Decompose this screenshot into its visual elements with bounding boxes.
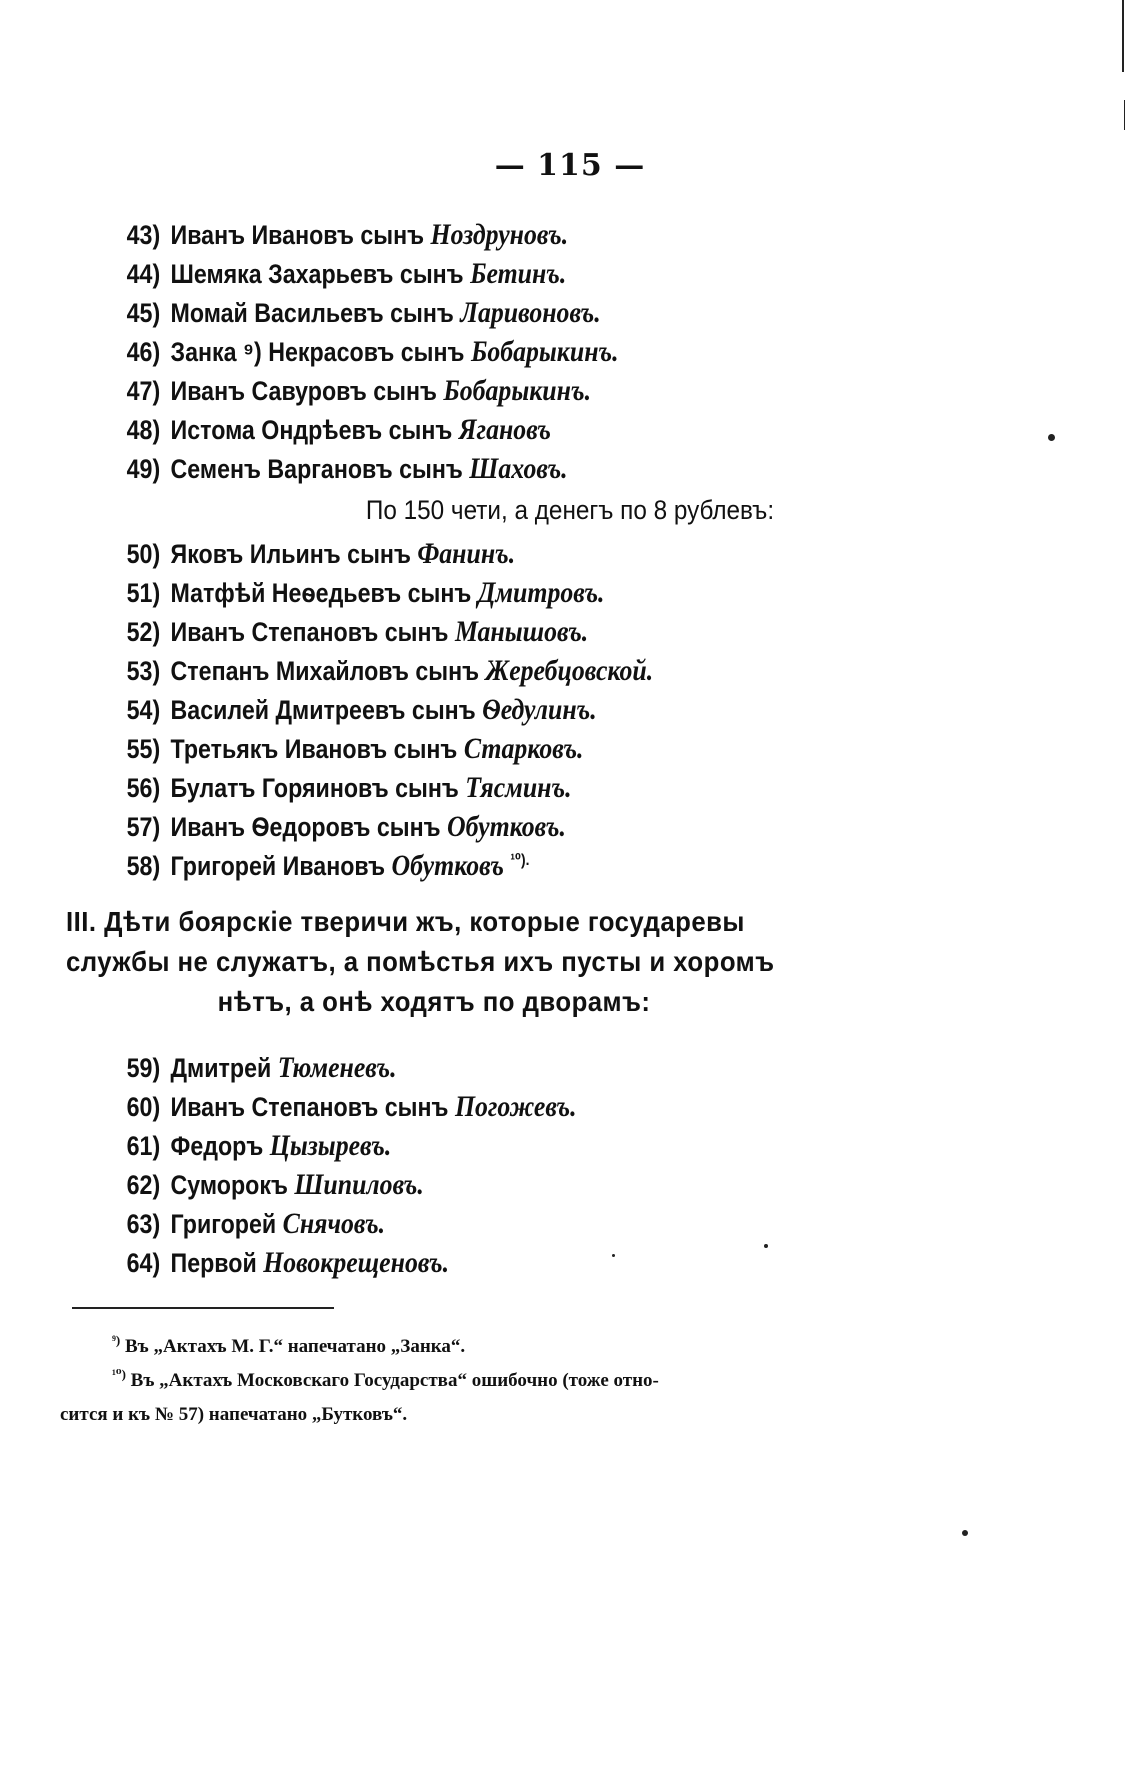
footnote-text: Въ „Актахъ Московскаго Государства“ ошибочно (тоже отно- [130,1370,659,1391]
entry-number: 52) [126,617,161,647]
entry-name: Семенъ Варгановъ сынъ [170,454,463,484]
page-edge-line [1124,100,1125,130]
entry-surname: Тясминъ. [465,771,572,804]
entry-number: 56) [126,773,161,803]
list-entry [100,255,566,293]
footnote-reference: ¹⁰). [510,852,530,869]
entry-name: Федоръ [170,1131,264,1161]
entry-number: 62) [126,1170,161,1200]
list-entry [100,294,601,332]
entry-number: 61) [126,1131,161,1161]
list-entry [100,652,653,690]
list-entry [100,372,591,410]
entry-name: Матфѣй Неѳедьевъ сынъ [170,578,472,608]
entry-surname: Шипиловъ. [294,1168,424,1201]
list-entry [100,691,597,729]
entry-surname: Бобарыкинъ. [470,335,619,368]
entry-name: Первой [170,1248,257,1278]
page-number: — 115 — [494,148,646,183]
footnotes [60,1330,880,1432]
list-entry [100,535,515,573]
entry-number: 47) [126,376,161,406]
entry-number: 58) [126,851,161,881]
entry-name: Истома Ондрѣевъ сынъ [170,415,453,445]
footnote-10-continuation: сится и къ № 57) напечатано „Бутковъ“. [60,1404,408,1425]
list-entry [100,1049,397,1087]
entry-surname: Снячовъ. [282,1207,386,1240]
entry-surname: Новокрещеновъ. [263,1246,450,1279]
entry-surname: Обутковъ. [446,810,566,843]
entry-name: Дмитрей [170,1053,272,1083]
entry-number: 64) [126,1248,161,1278]
footnote-text: Въ „Актахъ М. Г.“ напечатано „Занка“. [124,1336,466,1357]
list-entry [100,1088,577,1126]
entry-name: Иванъ Савуровъ сынъ [170,376,437,406]
section-heading-line: III. Дѣти боярскіе тверичи жъ, которые государевы [66,906,745,937]
entry-number: 46) [126,337,161,367]
entry-surname: Жеребцовской. [485,654,654,687]
entry-name: Григорей Ивановъ [170,851,386,881]
list-entry [100,1166,424,1204]
entry-surname: Тюменевъ. [277,1051,397,1084]
footnote-mark: ¹⁰) [112,1366,126,1382]
entry-surname: Ѳедулинъ. [482,693,597,726]
entry-name: Иванъ Ивановъ сынъ [170,220,425,250]
section-heading [66,902,802,1022]
entry-name: Шемяка Захарьевъ сынъ [170,259,464,289]
entry-name: Василей Дмитреевъ сынъ [170,695,476,725]
entry-number: 55) [126,734,161,764]
entry-name: Иванъ Степановъ сынъ [170,1092,449,1122]
entry-surname: Цызыревъ. [269,1129,392,1162]
list-entry [100,1205,385,1243]
list-entry [100,574,604,612]
section-heading-line: нѣтъ, а онѣ ходятъ по дворамъ: [217,986,651,1017]
entry-number: 63) [126,1209,161,1239]
footnote-10 [60,1364,880,1398]
entry-number: 51) [126,578,161,608]
list-entry [100,769,572,807]
list-entry [100,1244,449,1282]
entry-surname: Ноздруновъ. [430,218,569,251]
entry-surname: Бобарыкинъ. [443,374,592,407]
entry-number: 45) [126,298,161,328]
list-entry [100,808,566,846]
list-entry [100,450,568,488]
entry-surname: Ягановъ [458,413,551,446]
footnote-rule [72,1307,334,1309]
entry-surname: Бетинъ. [470,257,567,290]
entry-number: 43) [126,220,161,250]
list-entry [100,333,619,371]
list-entry [100,411,551,449]
entry-name: Суморокъ [170,1170,288,1200]
entry-name: Яковъ Ильинъ сынъ [170,539,411,569]
entry-surname: Ларивоновъ. [460,296,601,329]
entry-number: 57) [126,812,161,842]
entry-name: Степанъ Михайловъ сынъ [170,656,480,686]
ink-speck [612,1254,615,1257]
entry-number: 50) [126,539,161,569]
entry-surname: Манышовъ. [454,615,589,648]
entry-name: Булатъ Горяиновъ сынъ [170,773,459,803]
ink-speck [1048,434,1055,441]
entry-name: Иванъ Степановъ сынъ [170,617,449,647]
entry-surname: Дмитровъ. [477,576,605,609]
entry-surname: Обутковъ [391,849,504,882]
page-edge-line [1122,0,1124,72]
entry-name: Занка ⁹) Некрасовъ сынъ [170,337,465,367]
entry-surname: Фанинъ. [417,537,516,570]
entry-number: 59) [126,1053,161,1083]
entry-number: 53) [126,656,161,686]
entry-number: 48) [126,415,161,445]
footnote-mark: ⁹) [112,1332,121,1348]
allotment-subheading: По 150 чети, а денегъ по 8 рублевъ: [365,495,775,525]
entry-name: Момай Васильевъ сынъ [170,298,454,328]
entry-number: 60) [126,1092,161,1122]
entry-name: Иванъ Ѳедоровъ сынъ [170,812,441,842]
ink-speck [764,1244,768,1248]
entry-surname: Погожевъ. [454,1090,577,1123]
list-entry [100,613,588,651]
entry-number: 44) [126,259,161,289]
list-entry [100,216,568,254]
entry-surname: Старковъ. [463,732,584,765]
section-heading-line: службы не служатъ, а помѣстья ихъ пусты и хоромъ [66,946,775,977]
list-entry [100,847,529,885]
entry-surname: Шаховъ. [469,452,568,485]
entry-name: Третьякъ Ивановъ сынъ [170,734,458,764]
footnote-9 [60,1330,880,1364]
entry-number: 54) [126,695,161,725]
entry-number: 49) [126,454,161,484]
list-entry [100,1127,391,1165]
entry-name: Григорей [170,1209,277,1239]
list-entry [100,730,584,768]
ink-speck [962,1530,968,1536]
